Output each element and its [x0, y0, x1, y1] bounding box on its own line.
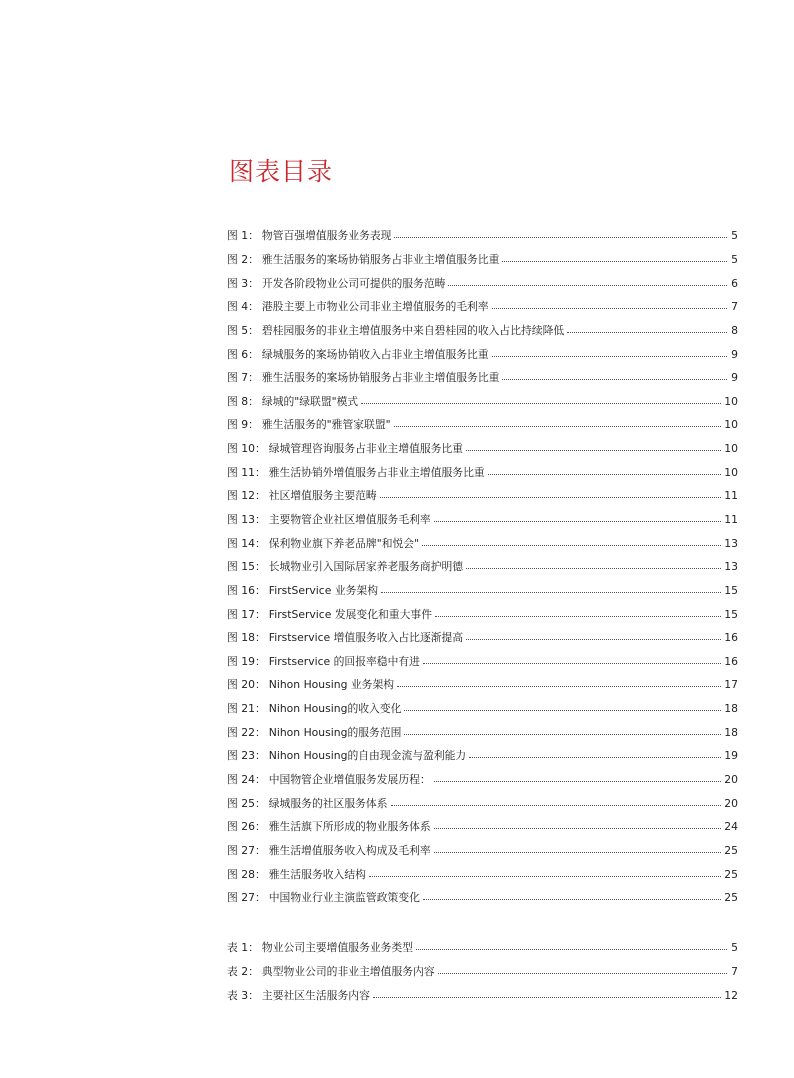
table-entry-title: 物业公司主要增值服务业务类型	[261, 941, 414, 955]
table-entry[interactable]	[227, 960, 738, 984]
figure-entry-label: 图 21：	[227, 702, 266, 716]
figure-entry-label: 图 22：	[227, 725, 266, 739]
figure-entry-label: 图 20：	[227, 678, 266, 692]
dot-leader	[567, 332, 727, 333]
table-entry-page-number: 7	[731, 964, 738, 978]
figure-entry-label: 图 27：	[227, 891, 266, 905]
dot-leader	[361, 403, 721, 404]
figure-entry-label: 图 16：	[227, 583, 266, 597]
figure-entry-title: 保利物业旗下养老品牌"和悦会"	[268, 536, 420, 550]
figure-entry-label: 图 23：	[227, 749, 266, 763]
dot-leader	[434, 828, 722, 829]
dot-leader	[448, 285, 727, 286]
figure-entry-title: Firstservice 的回报率稳中有进	[268, 654, 420, 668]
figure-entry-title: 开发各阶段物业公司可提供的服务范畴	[261, 276, 446, 290]
figure-entry[interactable]	[227, 768, 738, 792]
figure-entry-page-number: 9	[731, 371, 738, 385]
figure-entry-label: 图 25：	[227, 796, 266, 810]
dot-leader	[488, 474, 722, 475]
figure-entry-page-number: 18	[724, 725, 738, 739]
figure-entry-title: FirstService 业务架构	[268, 583, 379, 597]
tables-toc-list	[227, 936, 738, 1007]
figure-entry[interactable]	[227, 342, 738, 366]
dot-leader	[423, 663, 721, 664]
dot-leader	[391, 805, 722, 806]
figure-entry[interactable]	[227, 460, 738, 484]
figure-entry-label: 图 11：	[227, 465, 266, 479]
figure-entry[interactable]	[227, 224, 738, 248]
figure-entry-title: 雅生活服务的案场协销服务占非业主增值服务比重	[261, 371, 500, 385]
dot-leader	[492, 356, 727, 357]
dot-leader	[381, 592, 721, 593]
figure-entry-title: 主要物管企业社区增值服务毛利率	[268, 513, 431, 526]
dot-leader	[502, 261, 727, 262]
figure-entry[interactable]	[227, 319, 738, 343]
figure-entry[interactable]	[227, 815, 738, 839]
figure-entry-title: 碧桂园服务的非业主增值服务中来自碧桂园的收入占比持续降低	[261, 323, 565, 337]
figure-entry-page-number: 20	[724, 773, 738, 787]
figure-entry-label: 图 24：	[227, 773, 266, 787]
dot-leader	[434, 852, 722, 853]
dot-leader	[404, 734, 721, 735]
dot-leader	[434, 521, 722, 522]
figure-entry-title: Nihon Housing的收入变化	[268, 702, 402, 716]
figure-entry-label: 图 27：	[227, 843, 266, 857]
figure-entry-title: 雅生活协销外增值服务占非业主增值服务比重	[268, 465, 485, 479]
figure-entry[interactable]	[227, 744, 738, 768]
figure-entry-title: 绿城服务的社区服务体系	[268, 796, 388, 810]
figure-entry-title: FirstService 发展变化和重大事件	[268, 607, 432, 621]
figure-entry-title: 港股主要上市物业公司非业主增值服务的毛利率	[261, 300, 489, 314]
figure-entry-label: 图 3：	[227, 276, 259, 290]
figure-entry-label: 图 28：	[227, 867, 266, 881]
figure-entry-page-number: 16	[724, 654, 738, 668]
figure-entry-page-number: 15	[724, 607, 738, 621]
figure-entry-page-number: 8	[731, 323, 738, 337]
figure-entry[interactable]	[227, 295, 738, 319]
figure-entry[interactable]	[227, 626, 738, 650]
table-entry-label: 表 3：	[227, 988, 259, 1002]
page-title: 图表目录	[229, 157, 334, 186]
figure-entry[interactable]	[227, 248, 738, 272]
table-entry-title: 主要社区生活服务内容	[261, 988, 370, 1002]
dot-leader	[423, 899, 721, 900]
figure-entry-title: 绿城管理咨询服务占非业主增值服务比重	[268, 442, 464, 456]
figure-entry[interactable]	[227, 413, 738, 437]
dot-leader	[373, 997, 721, 998]
dot-leader	[492, 308, 727, 309]
dot-leader	[394, 426, 722, 427]
figure-entry-label: 图 15：	[227, 560, 266, 574]
figure-entry[interactable]	[227, 271, 738, 295]
figure-entry[interactable]	[227, 720, 738, 744]
figure-entry-label: 图 1：	[227, 229, 259, 243]
figure-entry[interactable]	[227, 437, 738, 461]
figure-entry-title: Nihon Housing的自由现金流与盈利能力	[268, 749, 467, 763]
table-entry-label: 表 2：	[227, 964, 259, 978]
dot-leader	[466, 639, 721, 640]
figure-entry-page-number: 10	[724, 418, 738, 432]
figure-entry-page-number: 6	[731, 276, 738, 290]
figure-entry-label: 图 8：	[227, 394, 259, 408]
figure-entry[interactable]	[227, 673, 738, 697]
figure-entry-label: 图 7：	[227, 371, 259, 385]
figure-entry-page-number: 16	[724, 631, 738, 645]
dot-leader	[397, 686, 721, 687]
figure-entry-title: 雅生活服务的案场协销服务占非业主增值服务比重	[261, 252, 500, 266]
figure-entry-label: 图 17：	[227, 607, 266, 621]
figure-entry-title: 雅生活服务的"雅管家联盟"	[261, 418, 391, 432]
figure-entry-page-number: 5	[731, 252, 738, 266]
figure-entry[interactable]	[227, 508, 738, 532]
table-entry-label: 表 1：	[227, 941, 259, 955]
figure-entry-page-number: 24	[724, 820, 738, 834]
figure-entry-label: 图 9：	[227, 418, 259, 432]
figure-entry[interactable]	[227, 366, 738, 390]
figure-entry-page-number: 18	[724, 702, 738, 716]
figure-entry-page-number: 15	[724, 583, 738, 597]
figure-entry[interactable]	[227, 650, 738, 674]
figure-entry-page-number: 25	[724, 867, 738, 881]
dot-leader	[369, 876, 721, 877]
figure-entry-title: 中国物管企业增值服务发展历程：	[268, 773, 431, 787]
figure-entry[interactable]	[227, 602, 738, 626]
figure-entry[interactable]	[227, 862, 738, 886]
table-entry-page-number: 12	[724, 988, 738, 1002]
figure-entry-page-number: 10	[724, 394, 738, 408]
figure-entry-label: 图 6：	[227, 347, 259, 361]
figure-entry-title: 长城物业引入国际居家养老服务商护明德	[268, 560, 464, 574]
dot-leader	[404, 710, 721, 711]
dot-leader	[466, 568, 721, 569]
figure-entry[interactable]	[227, 484, 738, 508]
figure-entry-page-number: 19	[724, 749, 738, 763]
figure-entry[interactable]	[227, 697, 738, 721]
table-entry[interactable]	[227, 983, 738, 1007]
table-entry[interactable]	[227, 936, 738, 960]
figure-entry-title: Firstservice 增值服务收入占比逐渐提高	[268, 631, 464, 645]
figure-entry-page-number: 25	[724, 843, 738, 857]
figures-toc-list	[227, 224, 738, 910]
figure-entry-title: 绿城服务的案场协销收入占非业主增值服务比重	[261, 347, 489, 361]
figure-entry-page-number: 13	[724, 560, 738, 574]
figure-entry-title: 绿城的"绿联盟"模式	[261, 394, 359, 408]
figure-entry-label: 图 2：	[227, 252, 259, 266]
figure-entry-label: 图 18：	[227, 631, 266, 645]
figure-entry-page-number: 10	[724, 442, 738, 456]
figure-entry-title: 物管百强增值服务业务表现	[261, 229, 392, 243]
dot-leader	[466, 450, 721, 451]
figure-entry-title: 雅生活增值服务收入构成及毛利率	[268, 843, 431, 857]
figure-entry-label: 图 26：	[227, 820, 266, 834]
figure-entry-label: 图 19：	[227, 654, 266, 668]
figure-entry[interactable]	[227, 579, 738, 603]
figure-entry-label: 图 14：	[227, 536, 266, 550]
dot-leader	[416, 949, 727, 950]
figure-entry-title: Nihon Housing 业务架构	[268, 678, 395, 692]
figure-entry-page-number: 13	[724, 536, 738, 550]
dot-leader	[502, 379, 727, 380]
figure-entry-page-number: 9	[731, 347, 738, 361]
figure-entry-label: 图 10：	[227, 442, 266, 456]
figure-entry-title: 雅生活旗下所形成的物业服务体系	[268, 820, 431, 834]
figure-entry-page-number: 11	[724, 489, 738, 503]
figure-entry-title: 中国物业行业主演监管政策变化	[268, 891, 420, 905]
figure-entry-label: 图 5：	[227, 323, 259, 337]
dot-leader	[422, 545, 721, 546]
figure-entry-page-number: 11	[724, 513, 738, 526]
dot-leader	[380, 497, 722, 498]
figure-entry-page-number: 7	[731, 300, 738, 314]
figure-entry-label: 图 12：	[227, 489, 266, 503]
dot-leader	[394, 237, 727, 238]
figure-entry-page-number: 25	[724, 891, 738, 905]
dot-leader	[434, 781, 722, 782]
figure-entry[interactable]	[227, 791, 738, 815]
figure-entry[interactable]	[227, 389, 738, 413]
figure-entry-page-number: 10	[724, 465, 738, 479]
figure-entry-page-number: 5	[731, 229, 738, 243]
dot-leader	[435, 616, 721, 617]
figure-entry[interactable]	[227, 555, 738, 579]
dot-leader	[469, 757, 721, 758]
figure-entry-label: 图 13：	[227, 513, 266, 526]
figure-entry-title: 雅生活服务收入结构	[268, 867, 366, 881]
figure-entry-title: Nihon Housing的服务范围	[268, 725, 402, 739]
table-entry-page-number: 5	[731, 941, 738, 955]
table-entry-title: 典型物业公司的非业主增值服务内容	[261, 964, 435, 978]
figure-entry-title: 社区增值服务主要范畴	[268, 489, 377, 503]
figure-entry[interactable]	[227, 839, 738, 863]
figure-entry-page-number: 20	[724, 796, 738, 810]
figure-entry-page-number: 17	[724, 678, 738, 692]
figure-entry[interactable]	[227, 531, 738, 555]
figure-entry[interactable]	[227, 886, 738, 910]
figure-entry-label: 图 4：	[227, 300, 259, 314]
dot-leader	[438, 973, 727, 974]
